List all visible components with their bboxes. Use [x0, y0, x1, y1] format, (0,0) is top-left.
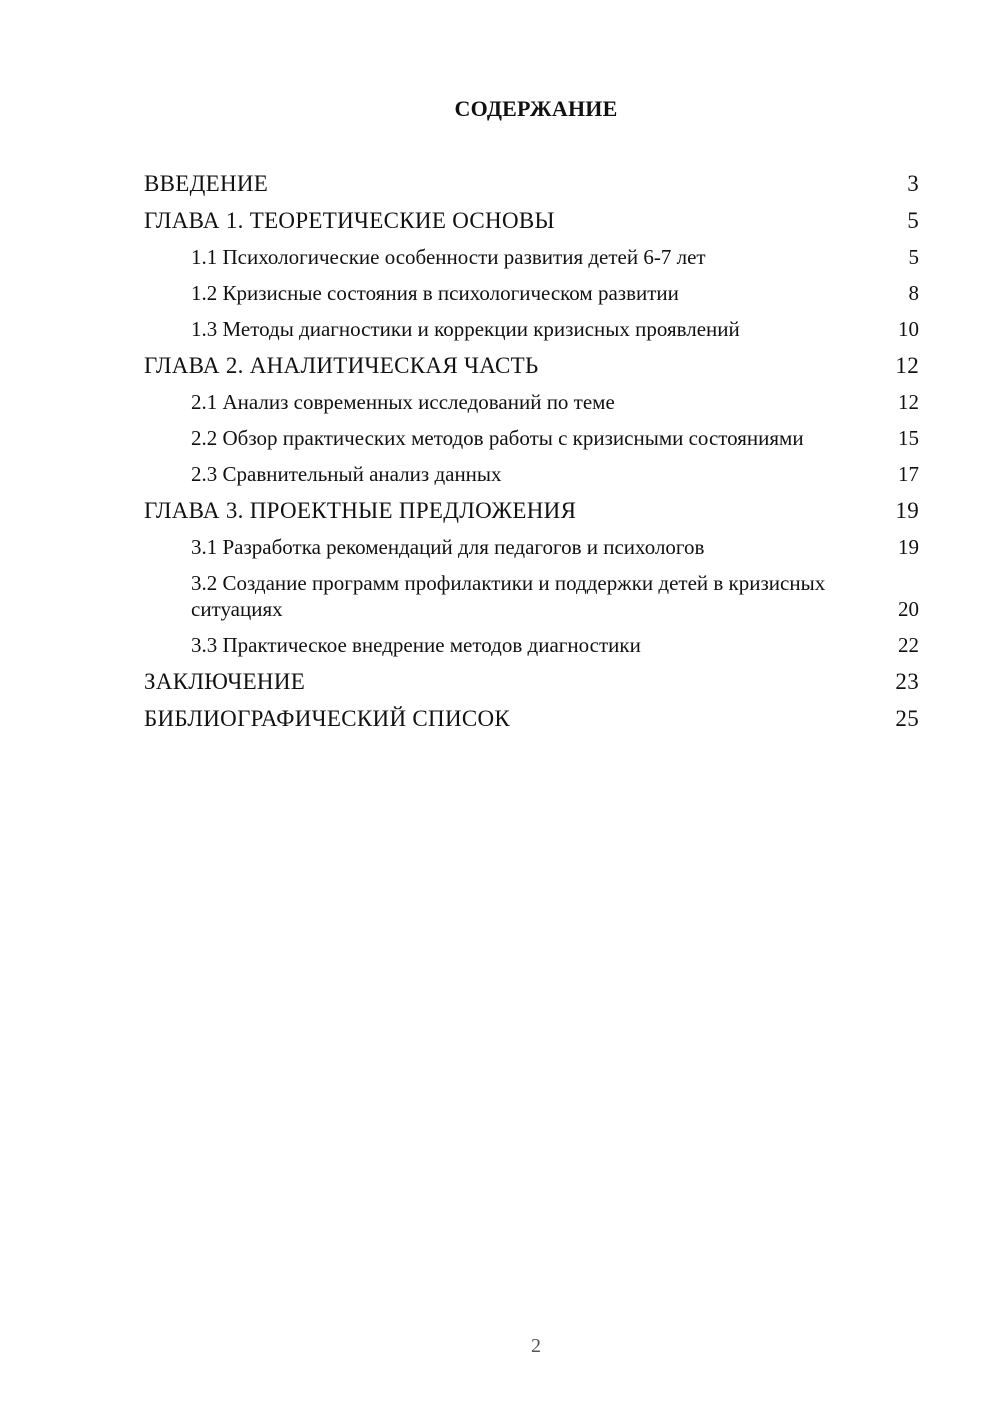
toc-entry-text: 3.2 Создание программ профилактики и поддержки детей в кризисных ситуациях [191, 571, 826, 621]
toc-entry [144, 668, 919, 695]
toc-entry-page: 5 [907, 208, 919, 233]
toc-entry-text: 2.1 Анализ современных исследований по теме [191, 390, 615, 414]
toc-subentry [144, 425, 919, 451]
toc-entry-text: 1.2 Кризисные состояния в психологическом развитии [191, 281, 679, 305]
page-number: 2 [531, 1335, 541, 1357]
toc-entry-text: 2.2 Обзор практических методов работы с кризисными состояниями [191, 426, 804, 450]
toc-entry-page: 22 [898, 633, 919, 657]
toc-entry-page: 23 [895, 669, 919, 694]
toc-entry-page: 10 [898, 317, 919, 341]
table-of-contents [144, 170, 919, 742]
toc-entry-text: 3.3 Практическое внедрение методов диагностики [191, 633, 641, 657]
toc-entry-text: ГЛАВА 3. ПРОЕКТНЫЕ ПРЕДЛОЖЕНИЯ [144, 498, 577, 523]
toc-entry [144, 352, 919, 379]
toc-entry-text: ГЛАВА 1. ТЕОРЕТИЧЕСКИЕ ОСНОВЫ [144, 208, 555, 233]
toc-entry-text: 1.3 Методы диагностики и коррекции кризисных проявлений [191, 317, 740, 341]
toc-entry-page: 15 [898, 426, 919, 450]
toc-entry [144, 705, 919, 732]
toc-entry-text: ЗАКЛЮЧЕНИЕ [144, 669, 306, 694]
toc-entry-page: 5 [908, 245, 919, 269]
toc-entry-page: 12 [898, 390, 919, 414]
toc-entry-text: 1.1 Психологические особенности развития детей 6-7 лет [191, 245, 706, 269]
toc-entry [144, 207, 919, 234]
toc-subentry [144, 280, 919, 306]
toc-entry [144, 497, 919, 524]
toc-subentry [144, 570, 919, 622]
toc-entry-page: 17 [898, 462, 919, 486]
toc-subentry [144, 244, 919, 270]
toc-subentry [144, 534, 919, 560]
toc-entry-page: 12 [895, 353, 919, 378]
toc-entry-page: 8 [908, 281, 919, 305]
toc-entry [144, 170, 919, 197]
toc-subentry [144, 389, 919, 415]
toc-entry-text: ВВЕДЕНИЕ [144, 171, 269, 196]
toc-entry-page: 25 [895, 706, 919, 731]
toc-entry-page: 20 [898, 597, 919, 621]
toc-entry-text: БИБЛИОГРАФИЧЕСКИЙ СПИСОК [144, 706, 511, 731]
toc-entry-text: 2.3 Сравнительный анализ данных [191, 462, 502, 486]
toc-subentry [144, 632, 919, 658]
toc-entry-page: 3 [907, 171, 919, 196]
toc-entry-page: 19 [898, 535, 919, 559]
toc-entry-text: ГЛАВА 2. АНАЛИТИЧЕСКАЯ ЧАСТЬ [144, 353, 539, 378]
page-title: СОДЕРЖАНИЕ [454, 96, 618, 121]
toc-subentry [144, 316, 919, 342]
toc-entry-text: 3.1 Разработка рекомендаций для педагогов и психологов [191, 535, 705, 559]
toc-subentry [144, 461, 919, 487]
toc-entry-page: 19 [895, 498, 919, 523]
